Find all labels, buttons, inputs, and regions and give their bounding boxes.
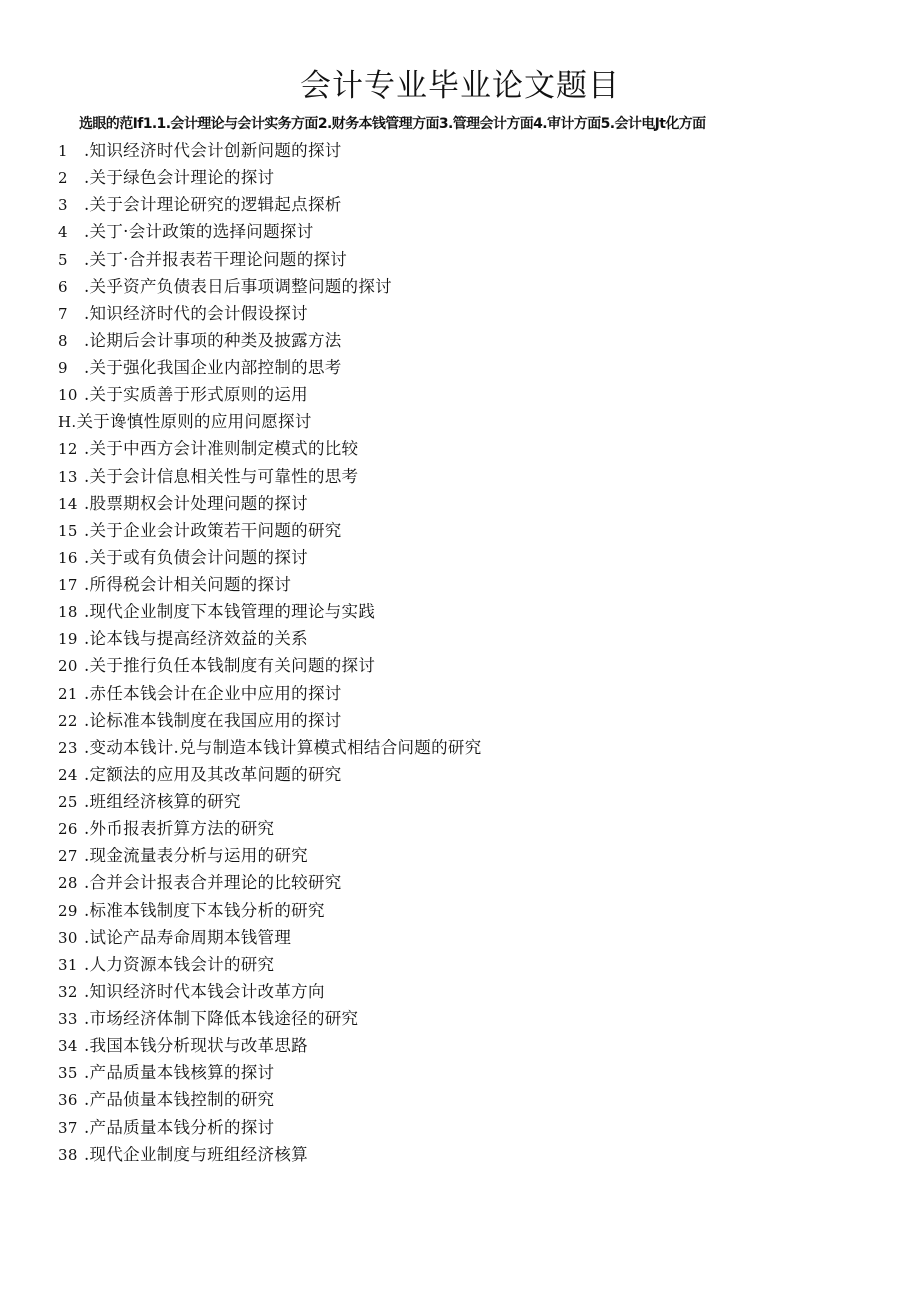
- topic-item: [58, 381, 778, 408]
- topic-item: [58, 761, 778, 788]
- topic-text: 关于谗慎性原则的应用问愿探讨: [76, 412, 312, 432]
- topic-text: .我国本钱分析现状与改革思路: [84, 1036, 308, 1056]
- topic-number: 31: [58, 955, 78, 974]
- topic-item: [58, 191, 778, 218]
- topic-list: [58, 137, 778, 1168]
- topic-item: [58, 598, 778, 625]
- topic-text: .论标准本钱制度在我国应用的探讨: [84, 710, 342, 730]
- topic-text: .试论产品寿命周期本钱管理: [84, 927, 292, 947]
- topic-number: 20: [58, 657, 78, 676]
- topic-item: [58, 1032, 778, 1059]
- topic-number: H.: [58, 413, 77, 432]
- topic-number: 5: [58, 250, 68, 269]
- topic-item: [58, 435, 778, 462]
- topic-item: [58, 137, 778, 164]
- topic-item: [58, 354, 778, 381]
- topic-text: .所得税会计相关问题的探讨: [84, 575, 292, 594]
- topic-item: [58, 571, 778, 598]
- topic-text: .现代企业制度与班组经济核算: [84, 1144, 308, 1164]
- topic-scope-line: 选眼的范If1.1.会计理论与会计实务方面2.财务本钱管理方面3.管理会计方面4.审计方面5.会计电Jt化方面: [79, 116, 706, 132]
- topic-number: 24: [58, 765, 78, 784]
- topic-item: [58, 1005, 778, 1032]
- topic-number: 23: [58, 738, 78, 757]
- topic-item: [58, 734, 778, 761]
- topic-number: 3: [58, 196, 68, 215]
- topic-text: .关于绿色会计理论的探讨: [84, 168, 275, 188]
- topic-item: [58, 680, 778, 707]
- topic-number: 19: [58, 630, 78, 649]
- topic-text: .人力资源本钱会计的研究: [84, 954, 275, 974]
- topic-item: [58, 517, 778, 544]
- topic-item: [58, 544, 778, 571]
- topic-text: .关于中西方会计准则制定模式的比较: [84, 439, 359, 459]
- topic-text: .论期后会计事项的种类及披露方法: [84, 330, 342, 350]
- topic-item: [58, 897, 778, 924]
- topic-text: .知识经济时代会计创新问题的探讨: [84, 141, 342, 160]
- topic-item: [58, 164, 778, 191]
- topic-number: 6: [58, 277, 68, 296]
- topic-number: 10: [58, 386, 78, 405]
- topic-number: 8: [58, 331, 68, 350]
- topic-text: .关乎资产负债表日后事项调整问题的探讨: [84, 276, 392, 296]
- topic-item: [58, 869, 778, 896]
- topic-text: .关于实质善于形式原则的运用: [84, 385, 308, 405]
- topic-number: 29: [58, 901, 78, 920]
- topic-number: 14: [58, 494, 78, 513]
- topic-text: .关丁·会计政策的选择问题探讨: [84, 222, 314, 242]
- topic-text: .班组经济核算的研究: [84, 792, 241, 811]
- topic-item: [58, 924, 778, 951]
- topic-text: .关于企业会计政策若干问题的研究: [84, 520, 342, 540]
- topic-text: .标准本钱制度下本钱分析的研究: [84, 900, 325, 920]
- topic-item: [58, 625, 778, 652]
- topic-number: 35: [58, 1064, 78, 1083]
- topic-item: [58, 1059, 778, 1086]
- topic-number: 32: [58, 982, 78, 1001]
- topic-number: 4: [58, 223, 68, 242]
- topic-item: [58, 327, 778, 354]
- topic-text: .产品质量本钱分析的探讨: [84, 1117, 275, 1137]
- topic-item: [58, 300, 778, 327]
- topic-number: 38: [58, 1145, 78, 1164]
- topic-number: 28: [58, 874, 78, 893]
- topic-item: [58, 978, 778, 1005]
- topic-number: 26: [58, 820, 78, 839]
- topic-text: .市场经济体制下降低本钱途径的研究: [84, 1009, 359, 1028]
- topic-number: 15: [58, 521, 78, 540]
- topic-item: [58, 246, 778, 273]
- topic-text: .关于会计理论研究的逻辑起点探析: [84, 195, 342, 215]
- topic-text: .产品侦量本钱控制的研究: [84, 1090, 275, 1110]
- topic-number: 37: [58, 1118, 78, 1137]
- topic-number: 18: [58, 603, 78, 622]
- topic-number: 33: [58, 1010, 78, 1028]
- topic-item: [58, 408, 778, 435]
- document-title: 会计专业毕业论文题目: [300, 68, 620, 104]
- topic-number: 30: [58, 928, 78, 947]
- topic-number: 9: [58, 359, 68, 377]
- topic-number: 7: [58, 304, 68, 323]
- topic-item: [58, 951, 778, 978]
- topic-text: .关丁·合并报表若干理论问题的探讨: [84, 249, 348, 269]
- topic-text: .关于或有负债会计问题的探讨: [84, 547, 308, 567]
- topic-text: .外币报表折算方法的研究: [84, 819, 275, 839]
- topic-text: .定额法的应用及其改革问题的研究: [84, 764, 342, 784]
- topic-item: [58, 842, 778, 869]
- topic-number: 34: [58, 1037, 78, 1056]
- topic-item: [58, 707, 778, 734]
- topic-number: 25: [58, 793, 78, 811]
- topic-text: .产品质量本钱核算的探讨: [84, 1063, 275, 1083]
- topic-text: .赤任本钱会计在企业中应用的探讨: [84, 683, 342, 703]
- topic-item: [58, 273, 778, 300]
- topic-number: 2: [58, 169, 68, 188]
- topic-text: .论本钱与提高经济效益的关系: [84, 629, 308, 649]
- topic-text: .现代企业制度下本钱管理的理论与实践: [84, 602, 376, 622]
- topic-number: 12: [58, 440, 78, 459]
- topic-item: [58, 218, 778, 245]
- topic-text: .关于推行负任本钱制度有关问题的探讨: [84, 656, 376, 676]
- topic-number: 36: [58, 1091, 78, 1110]
- topic-item: [58, 463, 778, 490]
- topic-text: .知识经济时代本钱会计改革方向: [84, 981, 325, 1001]
- topic-text: .现金流量表分析与运用的研究: [84, 846, 308, 866]
- topic-item: [58, 788, 778, 815]
- topic-text: .股票期权会计处理问题的探讨: [84, 493, 308, 513]
- topic-number: 1: [58, 142, 68, 160]
- topic-item: [58, 1086, 778, 1113]
- topic-item: [58, 1114, 778, 1141]
- topic-number: 27: [58, 847, 78, 866]
- topic-text: .关于强化我国企业内部控制的思考: [84, 358, 342, 377]
- topic-item: [58, 815, 778, 842]
- topic-item: [58, 652, 778, 679]
- topic-number: 22: [58, 711, 78, 730]
- topic-number: 13: [58, 467, 78, 486]
- topic-number: 21: [58, 684, 78, 703]
- topic-item: [58, 1141, 778, 1168]
- topic-number: 16: [58, 548, 78, 567]
- topic-text: .关于会计信息相关性与可靠性的思考: [84, 466, 359, 486]
- topic-number: 17: [58, 576, 78, 594]
- topic-text: .变动本钱计.兑与制造本钱计算模式相结合问题的研究: [84, 737, 482, 757]
- topic-item: [58, 490, 778, 517]
- topic-text: .知识经济时代的会计假设探讨: [84, 303, 308, 323]
- topic-text: .合并会计报表合并理论的比较研究: [84, 873, 342, 893]
